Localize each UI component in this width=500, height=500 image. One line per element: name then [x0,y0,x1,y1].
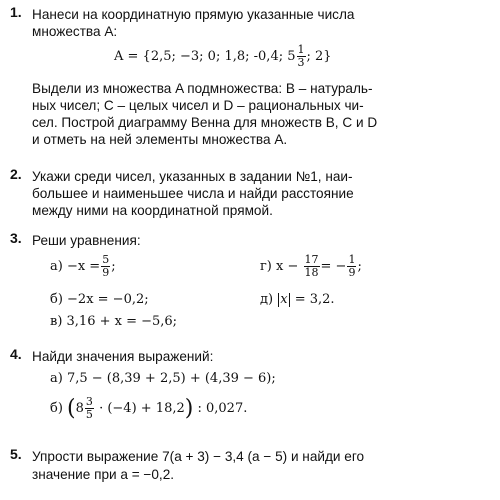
task-number: 2. [10,166,22,182]
set-suffix: ; 2} [306,49,332,64]
task-text: Выдели из множества A подмножества: B – натураль- [32,81,373,96]
task-number: 3. [10,230,22,246]
fraction: $\frac{17}{18}$ [304,253,319,279]
task-text: Упрости выражение 7(a + 3) − 3,4 (a − 5) и найди его [32,449,365,464]
fraction: $\frac{1}{9}$ [348,253,356,279]
expression-b: б) (8 $\frac{3}{5}$ · (−4) + 18,2) : 0,027. [50,395,248,421]
equation-a: а) −x = $\frac{5}{9}$ ; [50,253,116,279]
abs-bar-right [289,293,290,307]
task-number: 5. [10,446,22,462]
fraction: $\frac{3}{5}$ [85,395,93,421]
task-text: между ними на координатной прямой. [32,203,273,218]
task-number: 1. [10,4,22,20]
equation-v: в) 3,16 + x = −5,6; [50,314,178,329]
task-title: Реши уравнения: [32,233,141,248]
equation-b: б) −2x = −0,2; [50,292,149,307]
task-text: сел. Построй диаграмму Венна для множеств B, C и D [32,115,378,130]
fraction: $\frac{1}{3}$ [297,43,305,69]
task-text: Укажи среди чисел, указанных в задании №1, наи- [32,169,353,184]
set-expression [114,44,332,69]
set-prefix: A = {2,5; −3; 0; 1,8; -0,4; 5 [114,49,296,64]
equation-g: г) x − $\frac{17}{18}$ = − $\frac{1}{9}$ ; [260,253,362,279]
task-text: значение при a = −0,2. [32,467,175,482]
task-text: большее и наименьшее числа и найди расстояние [32,186,354,201]
task-number: 4. [10,346,22,362]
fraction: $\frac{5}{9}$ [102,253,110,279]
expression-a: а) 7,5 − (8,39 + 2,5) + (4,39 − 6); [50,371,276,386]
task-title: Найди значения выражений: [32,349,214,364]
task-text: ных чисел; C – целых чисел и D – рациональных чи- [32,98,364,113]
task-text: и отметь на ней элементы множества A. [32,132,288,147]
task-text: Нанеси на координатную прямую указанные числа [32,7,355,22]
task-text: множества A: [32,24,118,39]
equation-d: д) x = 3,2. [260,292,335,307]
